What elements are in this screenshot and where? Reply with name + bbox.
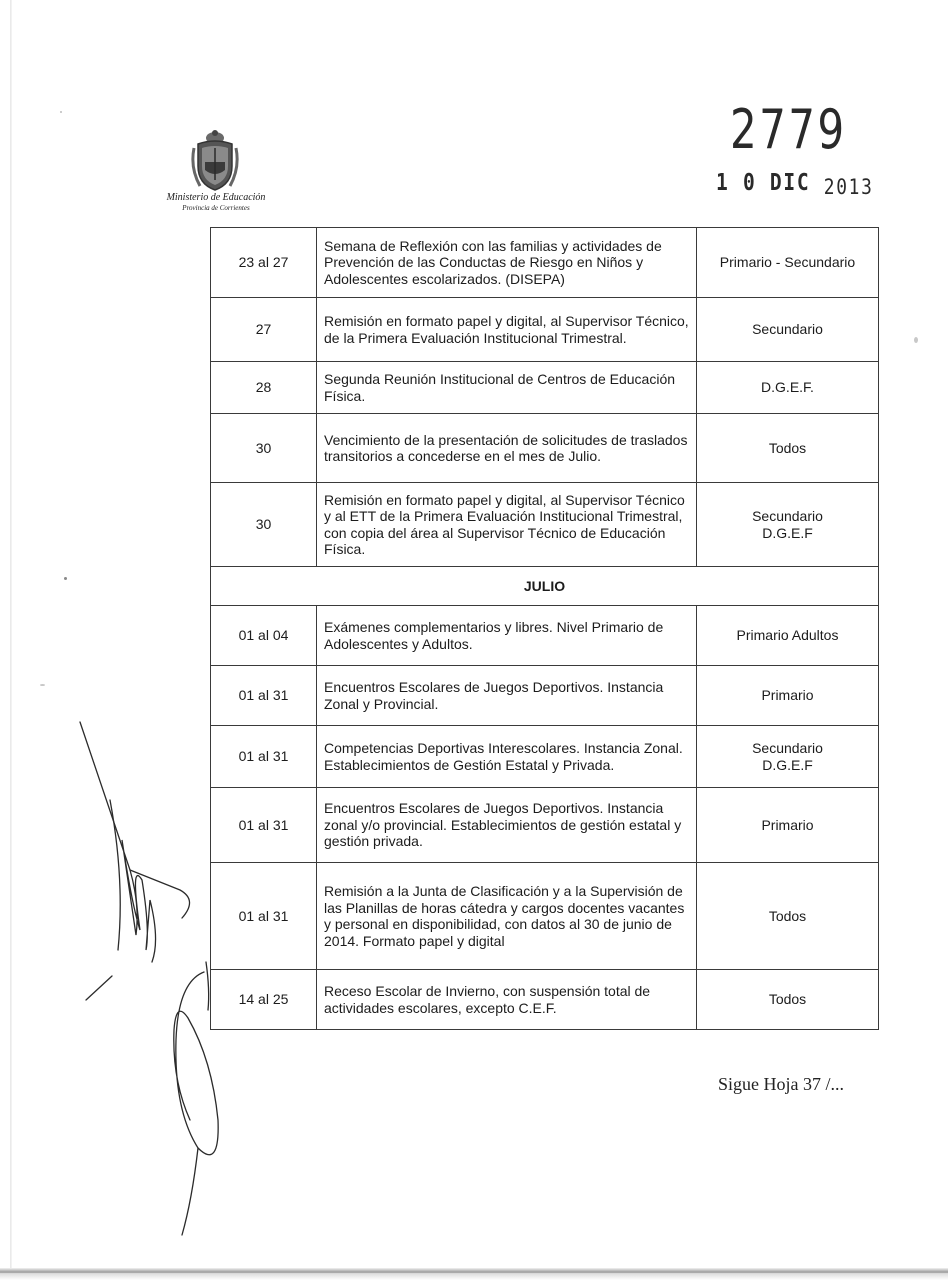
page-left-edge [10, 0, 12, 1270]
scan-speck [914, 337, 918, 343]
table-row [211, 788, 879, 863]
row-date: 01 al 31 [211, 788, 317, 863]
row-level [697, 414, 879, 483]
level-line: D.G.E.F [762, 524, 813, 541]
table-row [211, 483, 879, 567]
row-date: 27 [211, 298, 317, 362]
school-calendar-table [210, 227, 879, 1030]
table-row [211, 414, 879, 483]
level-line: D.G.E.F [762, 756, 813, 773]
table-row [211, 666, 879, 726]
table-row [211, 606, 879, 666]
row-date: 01 al 31 [211, 726, 317, 788]
month-header-row [211, 567, 879, 606]
row-level [697, 788, 879, 863]
table-row [211, 970, 879, 1030]
row-description: Remisión en formato papel y digital, al Supervisor Técnico, de la Primera Evaluación Institucional Trimestral. [317, 298, 697, 362]
row-description: Segunda Reunión Institucional de Centros de Educación Física. [317, 362, 697, 414]
row-date: 01 al 04 [211, 606, 317, 666]
level-line: Todos [768, 991, 807, 1008]
ministry-caption [146, 193, 286, 213]
handwritten-signature [70, 700, 260, 1260]
row-date: 30 [211, 414, 317, 483]
level-line: Todos [768, 439, 807, 456]
row-date: 28 [211, 362, 317, 414]
row-level [697, 970, 879, 1030]
table-row [211, 228, 879, 298]
row-description: Vencimiento de la presentación de solicitudes de traslados transitorios a concederse en el mes de Julio. [317, 414, 697, 483]
row-date: 30 [211, 483, 317, 567]
month-label: JULIO [211, 567, 879, 606]
table-row [211, 863, 879, 970]
table-row [211, 362, 879, 414]
row-date: 01 al 31 [211, 863, 317, 970]
scan-speck [60, 111, 62, 113]
row-date: 01 al 31 [211, 666, 317, 726]
resolution-date-stamp [716, 170, 874, 199]
level-line: Primario - Secundario [719, 254, 856, 271]
page-bottom-edge [0, 1268, 948, 1280]
row-date: 23 al 27 [211, 228, 317, 298]
level-line: Primario [761, 687, 814, 704]
row-description: Competencias Deportivas Interescolares. Instancia Zonal. Establecimientos de Gestión Estatal y Privada. [317, 726, 697, 788]
level-line: Secundario [752, 740, 823, 756]
coat-of-arms-icon [190, 128, 240, 194]
stamp-date-day-month: 1 0 DIC [716, 170, 811, 196]
row-level [697, 606, 879, 666]
table-row [211, 726, 879, 788]
row-level [697, 863, 879, 970]
row-description: Receso Escolar de Invierno, con suspensión total de actividades escolares, excepto C.E.F. [317, 970, 697, 1030]
level-line: Primario Adultos [736, 627, 839, 644]
row-level [697, 228, 879, 298]
scan-speck [40, 684, 45, 686]
row-description: Encuentros Escolares de Juegos Deportivos. Instancia Zonal y Provincial. [317, 666, 697, 726]
row-description: Semana de Reflexión con las familias y actividades de Prevención de las Conductas de Riesgo en Niños y Adolescentes escolarizados. (DISEPA) [317, 228, 697, 298]
level-line: Todos [768, 907, 807, 924]
table-row [211, 298, 879, 362]
row-description: Encuentros Escolares de Juegos Deportivos. Instancia zonal y/o provincial. Establecimientos de gestión estatal y gestión privada. [317, 788, 697, 863]
ministry-name: Ministerio de Educación [166, 192, 266, 203]
row-level [697, 666, 879, 726]
level-line: Secundario [752, 508, 823, 524]
row-level [697, 726, 879, 788]
province-name: Provincia de Corrientes [182, 204, 250, 212]
row-description: Exámenes complementarios y libres. Nivel Primario de Adolescentes y Adultos. [317, 606, 697, 666]
row-level [697, 362, 879, 414]
row-description: Remisión a la Junta de Clasificación y a la Supervisión de las Planillas de horas cátedra y cargos docentes vacantes y personal en disponibilidad, con datos al 30 de junio de 2014. Formato papel y digital [317, 863, 697, 970]
continuation-note: Sigue Hoja 37 /... [718, 1074, 844, 1094]
row-level [697, 483, 879, 567]
resolution-number-stamp: 2779 [730, 98, 847, 161]
scan-speck [64, 577, 67, 580]
row-level [697, 298, 879, 362]
stamp-date-year: 2013 [823, 175, 874, 199]
level-line: Secundario [752, 321, 823, 338]
level-line: D.G.E.F. [761, 379, 814, 396]
row-description: Remisión en formato papel y digital, al Supervisor Técnico y al ETT de la Primera Evaluación Institucional Trimestral, con copia del área al Supervisor Técnico de Educación Física. [317, 483, 697, 567]
level-line: Primario [761, 816, 814, 833]
row-date: 14 al 25 [211, 970, 317, 1030]
